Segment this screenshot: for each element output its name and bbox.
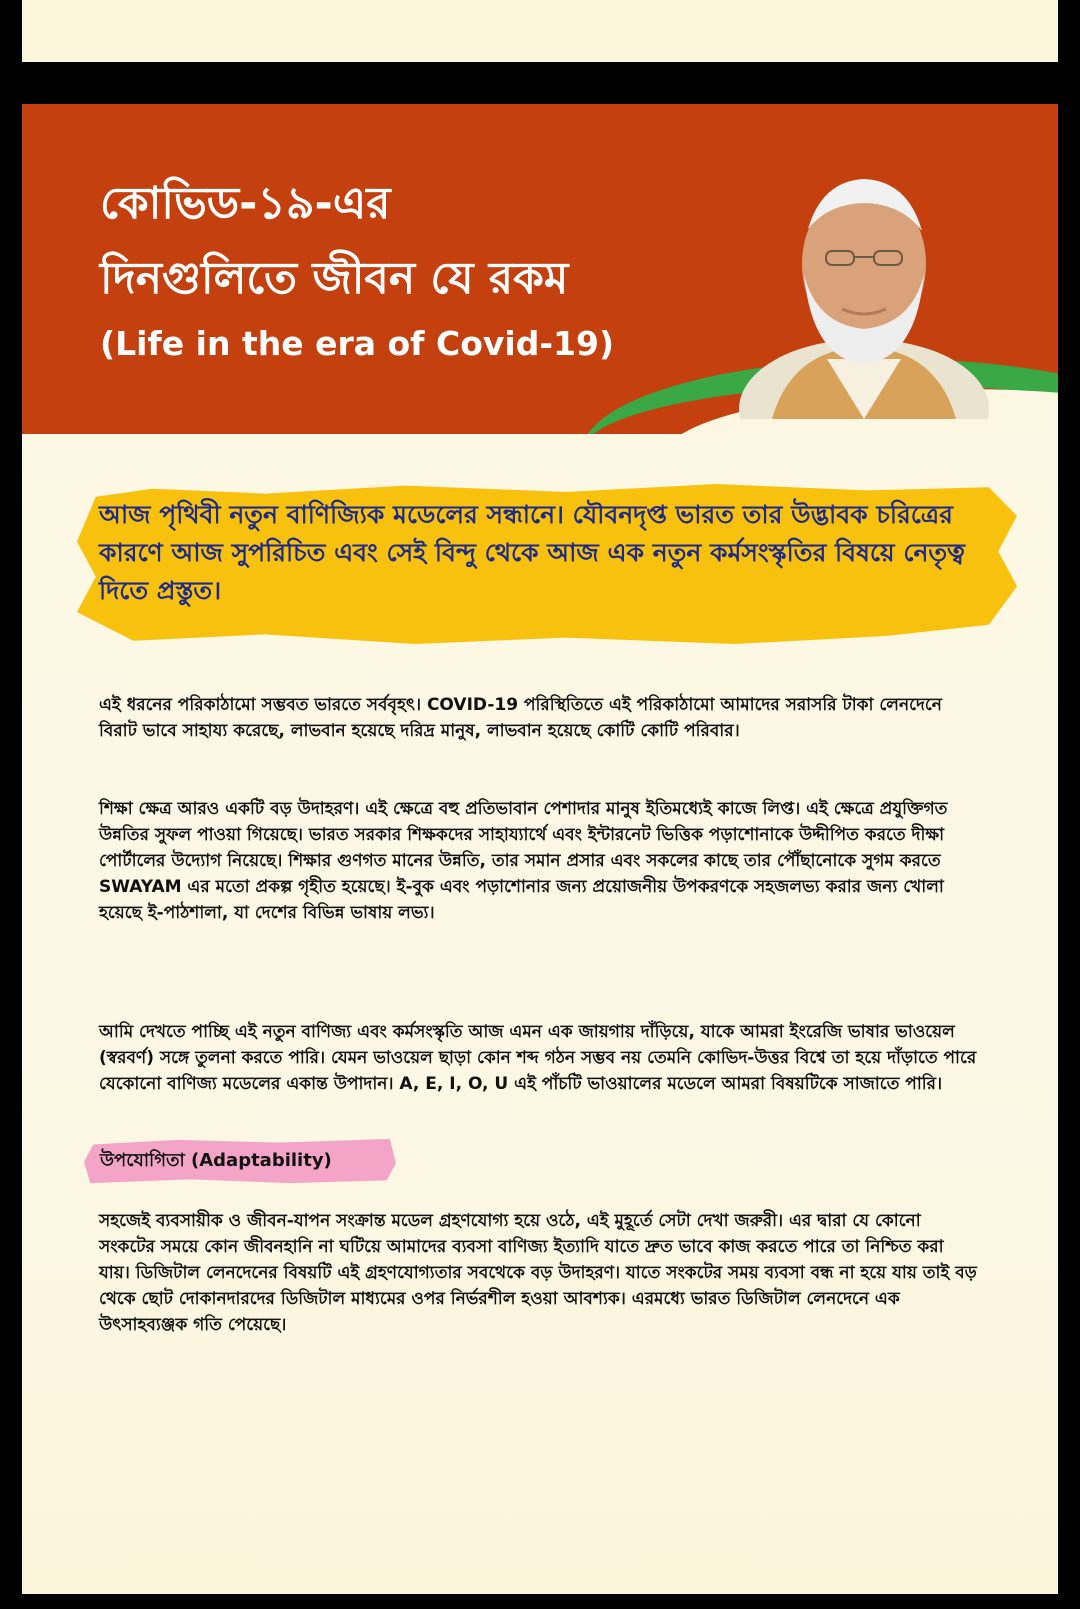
paragraph-adaptability: সহজেই ব্যবসায়ীক ও জীবন-যাপন সংক্রান্ত মডেল গ্রহণযোগ্য হয়ে ওঠে, এই মুহূর্তে সেটা দেখা জরুরী। এর দ্বারা যে কোনো সংকটের সময়ে কোন জীবনহানি না ঘটিয়ে আমাদের ব্যবসা বাণিজ্য ইত্যাদি যাতে দ্রুত ভাবে কাজ করতে পারে তা নিশ্চিত করা যায়। ডিজিটাল লেনদেনের বিষয়টি এই গ্রহণযোগ্যতার সবথেকে বড় উদাহরণ। যাতে সংকটের সময় ব্যবসা বন্ধ না হয়ে যায় তাই বড় থেকে ছোট দোকানদারদের ডিজিটাল মাধ্যমের ওপর নির্ভরশীল হওয়া আবশ্যক। এরমধ্যে ভারত ডিজিটাল লেনদেনে এক উৎসাহব্যঞ্জক গতি পেয়েছে। [99, 1211, 977, 1335]
title-banner [22, 104, 1058, 434]
paragraph-infrastructure: এই ধরনের পরিকাঠামো সম্ভবত ভারতে সর্ববৃহৎ। COVID-19 পরিস্থিতিতে এই পরিকাঠামো আমাদের সরাসরি টাকা লেনদেনে বিরাট ভাবে সাহায্য করেছে, লাভবান হয়েছে দরিদ্র মানুষ, লাভবান হয়েছে কোটি কোটি পরিবার। [99, 695, 942, 741]
document-page [22, 104, 1058, 1594]
portrait-image [732, 159, 992, 419]
paragraph-vowels: আমি দেখতে পাচ্ছি এই নতুন বাণিজ্য এবং কর্মসংস্কৃতি আজ এমন এক জায়গায় দাঁড়িয়ে, যাকে আমরা ইংরেজি ভাষার ভাওয়েল (স্বরবর্ণ) সঙ্গে তুলনা করতে পারি। যেমন ভাওয়েল ছাড়া কোন শব্দ গঠন সম্ভব নয় তেমনি কোভিদ-উত্তর বিশ্বে তা হয়ে দাঁড়াতে পারে যেকোনো বাণিজ্য মডেলের একান্ত উপাদান। A, E, I, O, U এই পাঁচটি ভাওয়ালের মডেলে আমরা বিষয়টিকে সাজাতে পারি। [99, 1022, 977, 1094]
title-bengali-line2: দিনগুলিতে জীবন যে রকম [100, 253, 569, 304]
title-english: (Life in the era of Covid-19) [100, 324, 615, 363]
top-strip [22, 0, 1058, 62]
title-bengali-line1: কোভিড-১৯-এর [100, 178, 391, 229]
paragraph-education: শিক্ষা ক্ষেত্র আরও একটি বড় উদাহরণ। এই ক্ষেত্রে বহু প্রতিভাবান পেশাদার মানুষ ইতিমধ্যেই কাজে লিপ্ত। এই ক্ষেত্রে প্রযুক্তিগত উন্নতির সুফল পাওয়া গিয়েছে। ভারত সরকার শিক্ষকদের সাহায্যার্থে এবং ইন্টারনেট ভিত্তিক পড়াশোনাকে উদ্দীপিত করতে দীক্ষা পোর্টালের উদ্যোগ নিয়েছে। শিক্ষার গুণগত মানের উন্নতি, তার সমান প্রসার এবং সকলের কাছে তার পৌঁছানোকে সুগম করতে SWAYAM এর মতো প্রকল্প গৃহীত হয়েছে। ই-বুক এবং পড়াশোনার জন্য প্রয়োজনীয় উপকরণকে সহজলভ্য করার জন্য খোলা হয়েছে ই-পাঠশালা, যা দেশের বিভিন্ন ভাষায় লভ্য। [99, 799, 948, 923]
section-heading-adaptability: উপযোগিতা (Adaptability) [100, 1150, 332, 1171]
highlight-quote: আজ পৃথিবী নতুন বাণিজ্যিক মডেলের সন্ধানে। যৌবনদৃপ্ত ভারত তার উদ্ভাবক চরিত্রের কারণে আজ সুপরিচিত এবং সেই বিন্দু থেকে আজ এক নতুন কর্মসংস্কৃতির বিষয়ে নেতৃত্ব দিতে প্রস্তুত। [99, 500, 965, 605]
